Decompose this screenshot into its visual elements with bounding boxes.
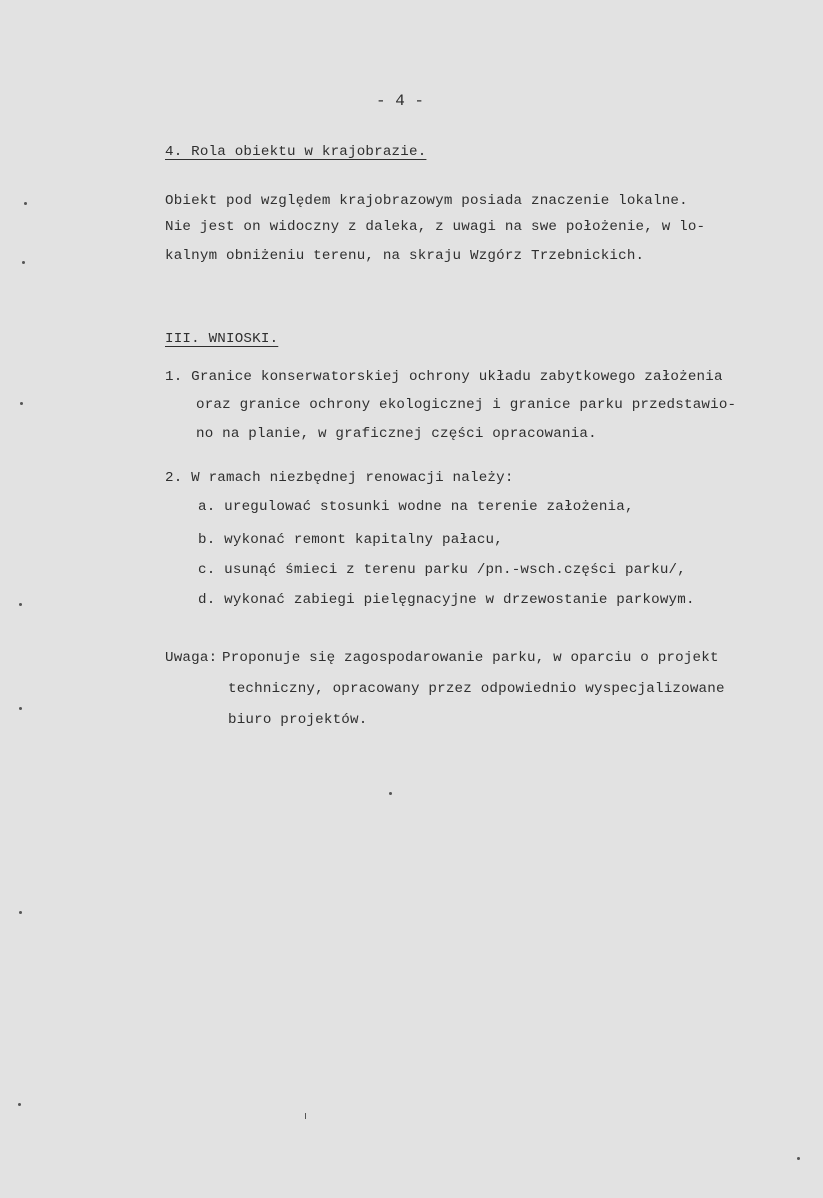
paragraph-line: kalnym obniżeniu terenu, na skraju Wzgórz Trzebnickich. <box>165 248 645 264</box>
note-line: biuro projektów. <box>228 712 368 728</box>
margin-mark <box>20 402 23 405</box>
margin-mark <box>22 261 25 264</box>
sub-list-item: d. wykonać zabiegi pielęgnacyjne w drzewostanie parkowym. <box>198 592 695 608</box>
speck-mark <box>305 1113 306 1119</box>
note-line: Proponuje się zagospodarowanie parku, w oparciu o projekt <box>222 650 719 666</box>
margin-mark <box>19 911 22 914</box>
list-item-line: 1. Granice konserwatorskiej ochrony układu zabytkowego założenia <box>165 369 723 385</box>
speck-mark <box>389 792 392 795</box>
sub-list-item: a. uregulować stosunki wodne na terenie założenia, <box>198 499 634 515</box>
paragraph-line: Nie jest on widoczny z daleka, z uwagi na swe położenie, w lo- <box>165 219 706 235</box>
list-item-line: no na planie, w graficznej części opracowania. <box>196 426 597 442</box>
margin-mark <box>19 603 22 606</box>
sub-list-item: c. usunąć śmieci z terenu parku /pn.-wsch.części parku/, <box>198 562 686 578</box>
list-item-line: oraz granice ochrony ekologicznej i granice parku przedstawio- <box>196 397 737 413</box>
note-label: Uwaga: <box>165 650 218 666</box>
section-heading-conclusions: III. WNIOSKI. <box>165 331 279 347</box>
page-number: - 4 - <box>376 92 425 110</box>
margin-mark <box>19 707 22 710</box>
note-line: techniczny, opracowany przez odpowiednio wyspecjalizowane <box>228 681 725 697</box>
section-heading-role: 4. Rola obiektu w krajobrazie. <box>165 144 427 160</box>
margin-mark <box>24 202 27 205</box>
speck-mark <box>797 1157 800 1160</box>
sub-list-item: b. wykonać remont kapitalny pałacu, <box>198 532 503 548</box>
paragraph-line: Obiekt pod względem krajobrazowym posiada znaczenie lokalne. <box>165 193 688 209</box>
list-item-intro: 2. W ramach niezbędnej renowacji należy: <box>165 470 514 486</box>
margin-mark <box>18 1103 21 1106</box>
